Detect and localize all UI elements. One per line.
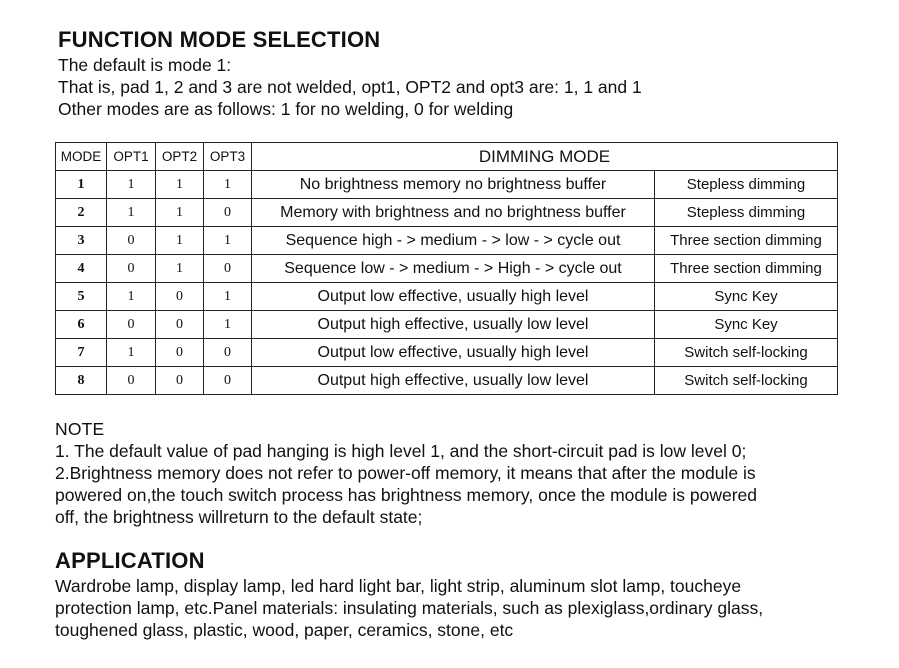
- cell-dimming-type: Sync Key: [655, 283, 838, 311]
- cell-opt2: 0: [156, 283, 204, 311]
- cell-description: Output high effective, usually low level: [252, 367, 655, 395]
- function-mode-title: FUNCTION MODE SELECTION: [58, 27, 381, 52]
- cell-opt1: 0: [107, 311, 156, 339]
- cell-description: No brightness memory no brightness buffer: [252, 171, 655, 199]
- header-dimming-mode: DIMMING MODE: [252, 143, 838, 171]
- cell-opt3: 0: [204, 255, 252, 283]
- cell-mode: 3: [56, 227, 107, 255]
- cell-mode: 6: [56, 311, 107, 339]
- cell-opt2: 1: [156, 227, 204, 255]
- cell-description: Memory with brightness and no brightness buffer: [252, 199, 655, 227]
- cell-description: Sequence high - > medium - > low - > cycle out: [252, 227, 655, 255]
- cell-opt1: 0: [107, 255, 156, 283]
- header-opt1: OPT1: [107, 143, 156, 171]
- cell-opt1: 1: [107, 283, 156, 311]
- cell-opt2: 1: [156, 171, 204, 199]
- table-row: [56, 227, 838, 255]
- cell-mode: 5: [56, 283, 107, 311]
- cell-opt3: 0: [204, 339, 252, 367]
- cell-mode: 1: [56, 171, 107, 199]
- cell-opt3: 1: [204, 311, 252, 339]
- intro-line: Other modes are as follows: 1 for no welding, 0 for welding: [58, 99, 514, 119]
- application-title: APPLICATION: [55, 548, 205, 573]
- application-line: protection lamp, etc.Panel materials: insulating materials, such as plexiglass,ordinary glass,: [55, 598, 764, 618]
- cell-opt2: 1: [156, 199, 204, 227]
- table-header-row: [56, 143, 838, 171]
- cell-dimming-type: Three section dimming: [655, 227, 838, 255]
- cell-opt1: 0: [107, 367, 156, 395]
- cell-opt1: 1: [107, 339, 156, 367]
- cell-opt3: 0: [204, 199, 252, 227]
- mode-table: [55, 142, 838, 395]
- cell-description: Output low effective, usually high level: [252, 283, 655, 311]
- table-row: [56, 283, 838, 311]
- note-line: powered on,the touch switch process has brightness memory, once the module is powered: [55, 485, 757, 505]
- table-row: [56, 311, 838, 339]
- cell-opt2: 0: [156, 311, 204, 339]
- cell-dimming-type: Sync Key: [655, 311, 838, 339]
- cell-opt3: 0: [204, 367, 252, 395]
- table-row: [56, 171, 838, 199]
- intro-line: That is, pad 1, 2 and 3 are not welded, opt1, OPT2 and opt3 are: 1, 1 and 1: [58, 77, 642, 97]
- intro-line: The default is mode 1:: [58, 55, 232, 75]
- header-opt3: OPT3: [204, 143, 252, 171]
- note-line: 1. The default value of pad hanging is high level 1, and the short-circuit pad is low level 0;: [55, 441, 747, 461]
- cell-dimming-type: Three section dimming: [655, 255, 838, 283]
- note-line: 2.Brightness memory does not refer to power-off memory, it means that after the module is: [55, 463, 756, 483]
- cell-mode: 4: [56, 255, 107, 283]
- cell-opt1: 1: [107, 171, 156, 199]
- cell-description: Output high effective, usually low level: [252, 311, 655, 339]
- cell-mode: 8: [56, 367, 107, 395]
- cell-opt2: 0: [156, 367, 204, 395]
- note-line: off, the brightness willreturn to the default state;: [55, 507, 423, 527]
- note-title: NOTE: [55, 419, 105, 439]
- cell-mode: 2: [56, 199, 107, 227]
- header-opt2: OPT2: [156, 143, 204, 171]
- cell-opt2: 0: [156, 339, 204, 367]
- cell-dimming-type: Switch self-locking: [655, 339, 838, 367]
- table-row: [56, 255, 838, 283]
- cell-opt3: 1: [204, 283, 252, 311]
- table-row: [56, 199, 838, 227]
- cell-opt2: 1: [156, 255, 204, 283]
- table-row: [56, 367, 838, 395]
- header-mode: MODE: [56, 143, 107, 171]
- cell-opt1: 0: [107, 227, 156, 255]
- table-row: [56, 339, 838, 367]
- cell-dimming-type: Switch self-locking: [655, 367, 838, 395]
- cell-opt1: 1: [107, 199, 156, 227]
- cell-mode: 7: [56, 339, 107, 367]
- cell-dimming-type: Stepless dimming: [655, 171, 838, 199]
- application-line: Wardrobe lamp, display lamp, led hard light bar, light strip, aluminum slot lamp, toucheye: [55, 576, 742, 596]
- cell-dimming-type: Stepless dimming: [655, 199, 838, 227]
- application-line: toughened glass, plastic, wood, paper, ceramics, stone, etc: [55, 620, 514, 640]
- cell-opt3: 1: [204, 171, 252, 199]
- cell-opt3: 1: [204, 227, 252, 255]
- cell-description: Output low effective, usually high level: [252, 339, 655, 367]
- cell-description: Sequence low - > medium - > High - > cycle out: [252, 255, 655, 283]
